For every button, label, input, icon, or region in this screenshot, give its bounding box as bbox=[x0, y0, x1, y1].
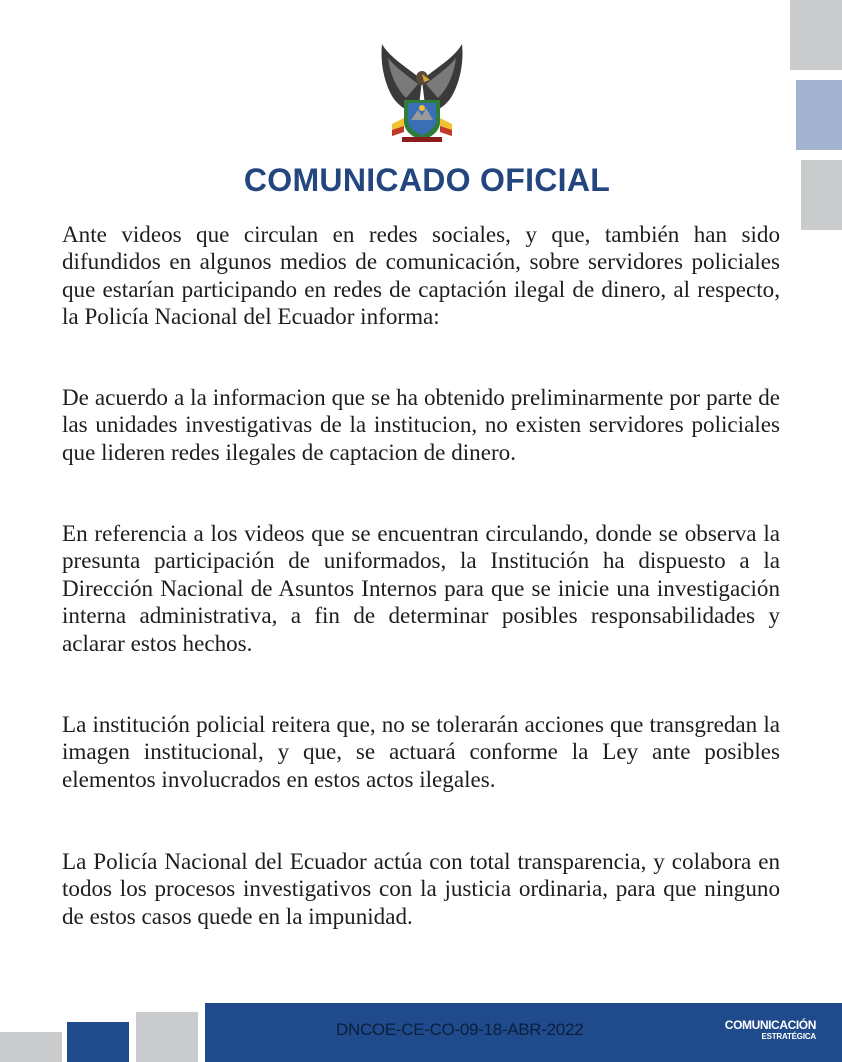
paragraph-2 bbox=[62, 384, 780, 466]
paragraph-text: Ante videos que circulan en redes sociales, y que, también han sido difundidos en algunos medios de comunicación, sobre servidores policiales que estarían participando en redes de captación ilegal de dinero, al respecto, la Policía Nacional del Ecuador informa: bbox=[62, 221, 780, 330]
police-eagle-crest-icon bbox=[378, 40, 466, 144]
brand-logo bbox=[725, 1019, 816, 1041]
paragraph-3 bbox=[62, 520, 780, 657]
brand-sub-text: ESTRATÉGICA bbox=[761, 1032, 816, 1041]
paragraph-1 bbox=[62, 221, 780, 331]
footer-decor-gray-right bbox=[136, 1012, 198, 1062]
document-code: DNCOE-CE-CO-09-18-ABR-2022 bbox=[336, 1020, 584, 1039]
page-title: COMUNICADO OFICIAL bbox=[243, 162, 611, 198]
footer-decor-blue bbox=[67, 1022, 129, 1062]
paragraph-text: De acuerdo a la informacion que se ha obtenido preliminarmente por parte de las unidades investigativas de la institucion, no existen servidores policiales que lideren redes ilegales de captacion de dinero. bbox=[62, 384, 780, 465]
decor-square-gray-top bbox=[790, 0, 842, 70]
decor-square-blue-top bbox=[796, 80, 842, 150]
footer-decor-gray-left bbox=[0, 1032, 62, 1062]
paragraph-text: La institución policial reitera que, no se tolerarán acciones que transgredan la imagen institucional, y que, se actuará conforme la Ley ante posibles elementos involucrados en estos actos ilegales. bbox=[62, 711, 780, 792]
paragraph-text: La Policía Nacional del Ecuador actúa con total transparencia, y colabora en todos los procesos investigativos con la justicia ordinaria, para que ninguno de estos casos quede en la impunidad. bbox=[62, 848, 780, 929]
brand-main-text: COMUNICACIÓN bbox=[724, 1018, 816, 1032]
paragraph-4 bbox=[62, 711, 780, 793]
paragraph-5 bbox=[62, 848, 780, 930]
paragraph-text: En referencia a los videos que se encuentran circulando, donde se observa la presunta participación de uniformados, la Institución ha dispuesto a la Dirección Nacional de Asuntos Internos para que se inicie una investigación interna administrativa, a fin de determinar posibles responsabilidades y aclarar estos hechos. bbox=[62, 520, 780, 656]
